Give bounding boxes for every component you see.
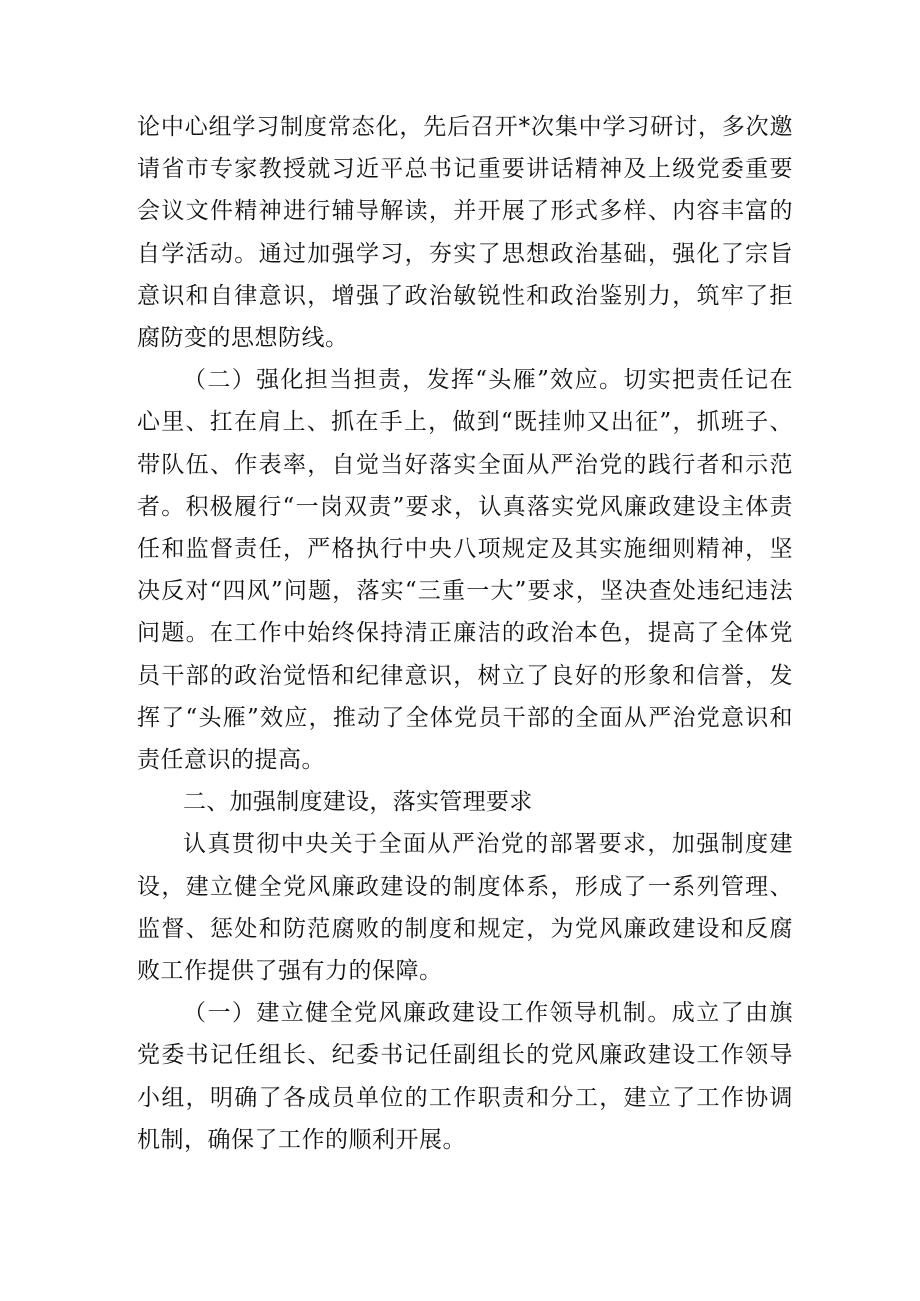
document-body	[137, 106, 793, 1161]
paragraph-leadership-mechanism: （一）建立健全党风廉政建设工作领导机制。成立了由旗党委书记任组长、纪委书记任副组长的党风廉政建设工作领导小组，明确了各成员单位的工作职责和分工，建立了工作协调机制，确保了工作的顺利开展。	[137, 1000, 793, 1153]
paragraph-continued-study: 论中心组学习制度常态化，先后召开*次集中学习研讨，多次邀请省市专家教授就习近平总书记重要讲话精神及上级党委重要会议文件精神进行辅导解读，并开展了形式多样、内容丰富的自学活动。通过加强学习，夯实了思想政治基础，强化了宗旨意识和自律意识，增强了政治敏锐性和政治鉴别力，筑牢了拒腐防变的思想防线。	[137, 114, 793, 352]
paragraph-system-building: 认真贯彻中央关于全面从严治党的部署要求，加强制度建设，建立健全党风廉政建设的制度体系，形成了一系列管理、监督、惩处和防范腐败的制度和规定，为党风廉政建设和反腐败工作提供了强有力的保障。	[137, 831, 793, 985]
paragraph-responsibility: （二）强化担当担责，发挥“头雁”效应。切实把责任记在心里、扛在肩上、抓在手上，做到“既挂帅又出征”，抓班子、带队伍、作表率，自觉当好落实全面从严治党的践行者和示范者。积极履行“一岗双责”要求，认真落实党风廉政建设主体责任和监督责任，严格执行中央八项规定及其实施细则精神，坚决反对“四风”问题，落实“三重一大”要求，坚决查处违纪违法问题。在工作中始终保持清正廉洁的政治本色，提高了全体党员干部的政治觉悟和纪律意识，树立了良好的形象和信誉，发挥了“头雁”效应，推动了全体党员干部的全面从严治党意识和责任意识的提高。	[137, 367, 793, 774]
section-heading-system-building: 二、加强制度建设，落实管理要求	[183, 789, 533, 816]
